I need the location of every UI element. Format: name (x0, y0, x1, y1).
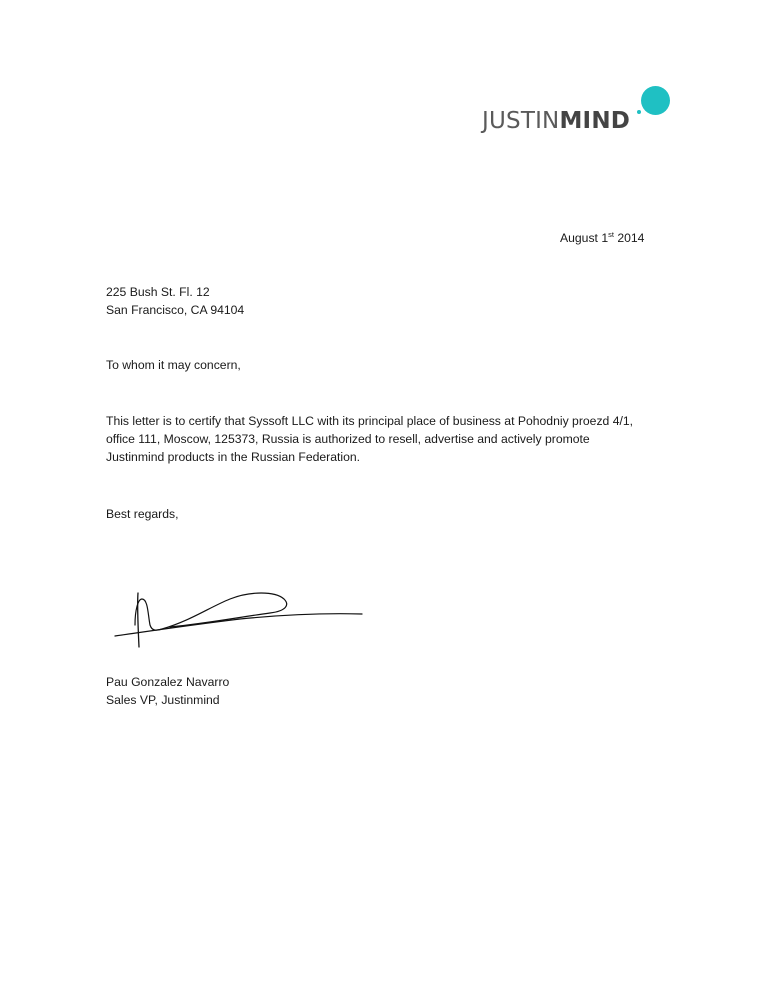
logo-dot-small-icon (637, 110, 641, 114)
logo-wordmark (482, 110, 630, 133)
justinmind-logo (482, 84, 674, 140)
signer-name: Pau Gonzalez Navarro (106, 675, 230, 689)
letter-body (106, 412, 633, 466)
logo-text-light: JUSTIN (482, 108, 560, 134)
signer-block (106, 673, 229, 709)
closing: Best regards, (106, 507, 179, 521)
signer-title: Sales VP, Justinmind (106, 693, 220, 707)
address-line-1: 225 Bush St. Fl. 12 (106, 285, 210, 299)
address-line-2: San Francisco, CA 94104 (106, 303, 245, 317)
handwritten-signature (110, 585, 372, 651)
salutation: To whom it may concern, (106, 358, 241, 372)
date-ordinal-suffix: st (608, 230, 614, 239)
letter-date (560, 229, 644, 247)
logo-dot-large-icon (641, 86, 670, 115)
date-month-day: August 1 (560, 231, 609, 245)
signature-stroke-loop (135, 593, 287, 630)
body-line: office 111, Moscow, 125373, Russia is authorized to resell, advertise and actively promote (106, 432, 590, 446)
body-line: Justinmind products in the Russian Federation. (106, 450, 361, 464)
recipient-address (106, 283, 244, 319)
signature-stroke-underline (115, 614, 362, 636)
logo-text-bold: MIND (559, 108, 631, 134)
body-line: This letter is to certify that Syssoft LLC with its principal place of business at Pohodniy proezd 4/1, (106, 414, 634, 428)
date-year: 2014 (613, 231, 645, 245)
